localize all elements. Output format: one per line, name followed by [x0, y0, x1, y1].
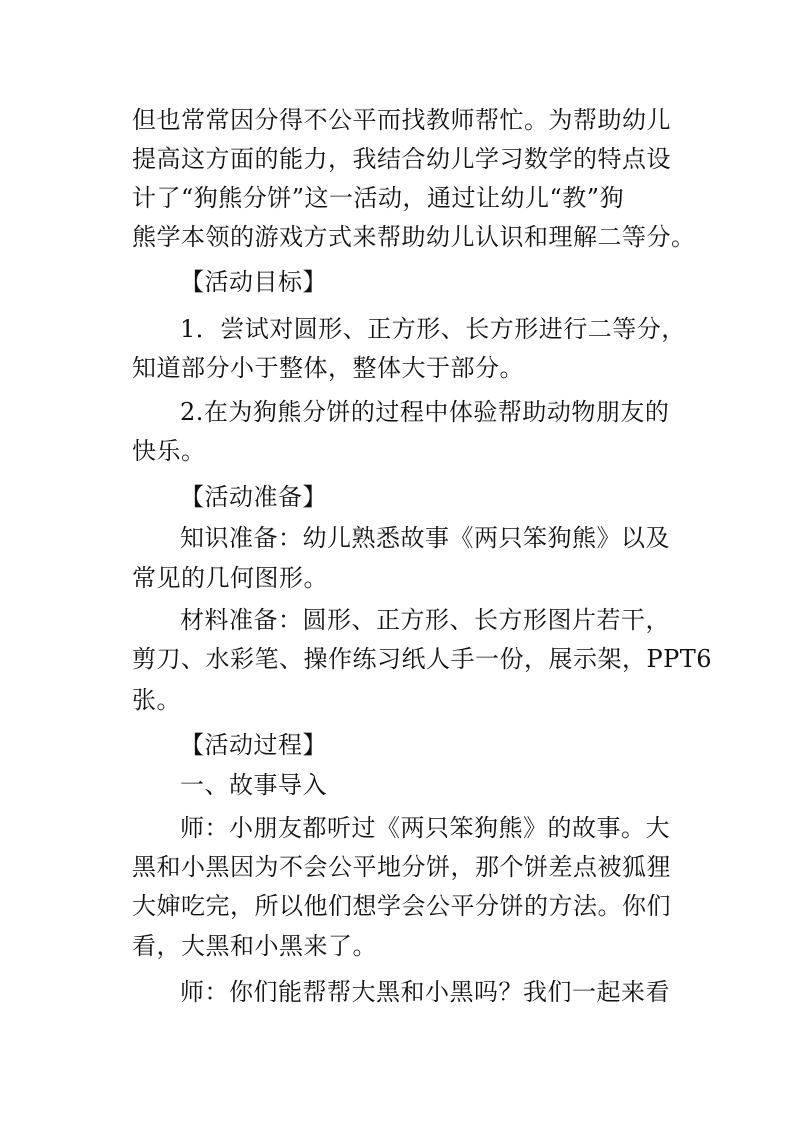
- paragraph-line: 黑和小黑因为不会公平地分饼，那个饼差点被狐狸: [132, 853, 671, 881]
- paragraph-line: 师：你们能帮帮大黑和小黑吗？我们一起来看: [180, 978, 670, 1006]
- paragraph-line: 大婶吃完，所以他们想学会公平分饼的方法。你们: [132, 892, 671, 920]
- paragraph-line: 知识准备：幼儿熟悉故事《两只笨狗熊》以及: [180, 524, 670, 552]
- paragraph-line: 2.在为狗熊分饼的过程中体验帮助动物朋友的: [180, 398, 670, 426]
- section-heading: 【活动准备】: [180, 483, 327, 511]
- paragraph-line: 计了“狗熊分饼”这一活动，通过让幼儿“教”狗: [132, 184, 625, 212]
- paragraph-line: 但也常常因分得不公平而找教师帮忙。为帮助幼儿: [132, 106, 671, 134]
- paragraph-line: 张。: [132, 686, 181, 714]
- paragraph-line: 师：小朋友都听过《两只笨狗熊》的故事。大: [180, 814, 670, 842]
- paragraph-line: 材料准备：圆形、正方形、长方形图片若干，: [180, 606, 670, 634]
- paragraph-line: 知道部分小于整体，整体大于部分。: [132, 354, 524, 382]
- paragraph-line: 看，大黑和小黑来了。: [132, 932, 377, 960]
- paragraph-line: 提高这方面的能力，我结合幼儿学习数学的特点设: [132, 145, 671, 173]
- paragraph-line: 快乐。: [132, 437, 206, 465]
- subsection-heading: 一、故事导入: [180, 771, 327, 799]
- paragraph-line: 剪刀、水彩笔、操作练习纸人手一份，展示架，PPT6: [132, 645, 713, 673]
- paragraph-line: 常见的几何图形。: [132, 564, 328, 592]
- section-heading: 【活动过程】: [180, 731, 327, 759]
- paragraph-line: 熊学本领的游戏方式来帮助幼儿认识和理解二等分。: [132, 223, 696, 251]
- section-heading: 【活动目标】: [180, 268, 327, 296]
- paragraph-line: 1．尝试对圆形、正方形、长方形进行二等分，: [180, 315, 686, 343]
